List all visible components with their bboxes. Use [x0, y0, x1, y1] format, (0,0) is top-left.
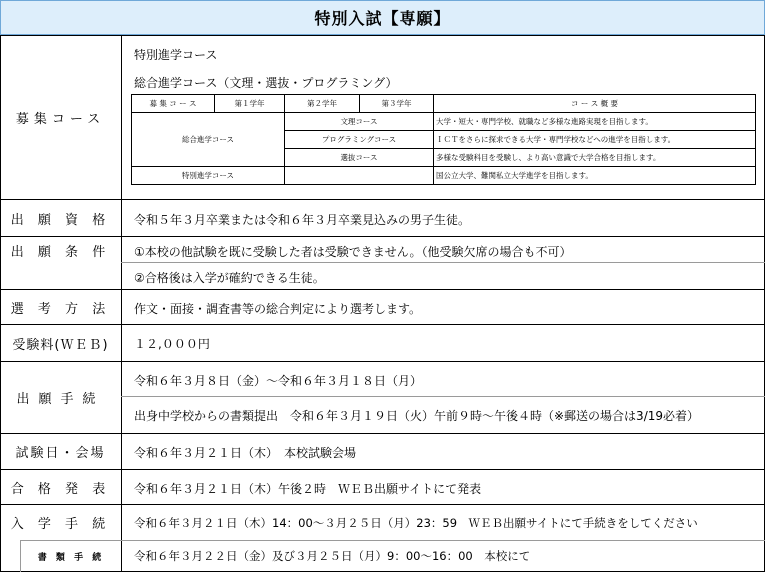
label-divider [121, 35, 122, 572]
value-fee: １２,０００円 [134, 337, 210, 351]
value-joken-1: ①本校の他試験を既に受験した者は受験できません。（他受験欠席の場合も不可） [134, 245, 572, 259]
course-name-cell: 特別進学コース [132, 167, 285, 185]
table-header-row [132, 95, 756, 113]
value-shorui: 令和６年３月２２日（金）及び３月２５日（月）9：00～16：00 本校にて [134, 549, 531, 563]
label-joken: 出 願 条 件 [10, 244, 111, 260]
sub-row-line [121, 396, 765, 397]
track-cell: プログラミングコース [285, 131, 434, 149]
label-shikaku: 出 願 資 格 [10, 212, 111, 228]
table-row [132, 113, 756, 131]
course-table [131, 94, 756, 185]
page-title: 特別入試【専願】 [0, 0, 765, 35]
value-tetsuzuki-2: 出身中学校からの書類提出 令和６年３月１９日（火）午前９時～午後４時（※郵送の場合は3/19必着） [134, 409, 700, 423]
desc-cell: 大学・短大・専門学校、就職など多様な進路実現を目指します。 [434, 113, 756, 131]
label-tetsuzuki: 出願手続 [16, 392, 105, 407]
sub-row-line [121, 262, 765, 263]
course-tokushin: 特別進学コース [134, 48, 218, 62]
label-shorui: 書 類 手 続 [37, 552, 105, 563]
value-senko: 作文・面接・調査書等の総合判定により選考します。 [134, 302, 422, 316]
track-cell [285, 167, 434, 185]
header-cell: 第１学年 [215, 95, 285, 113]
header-cell: 第２学年 [285, 95, 360, 113]
sub-row-line [20, 540, 765, 541]
value-happyo: 令和６年３月２１日（木）午後２時 ＷＥＢ出願サイトにて発表 [134, 482, 482, 496]
header-cell: 第３学年 [360, 95, 434, 113]
label-fee: 受験料(ＷＥＢ) [12, 337, 109, 353]
course-name-cell: 総合進学コース [132, 113, 285, 167]
label-boshu: 募集コース [15, 112, 106, 127]
track-cell: 文理コース [285, 113, 434, 131]
table-row [132, 167, 756, 185]
header-cell: 募 集 コ ー ス [132, 95, 215, 113]
desc-cell: 国公立大学、難関私立大学進学を目指します。 [434, 167, 756, 185]
value-shiken: 令和６年３月２１日（木） 本校試験会場 [134, 446, 357, 460]
value-shikaku: 令和５年３月卒業または令和６年３月卒業見込みの男子生徒。 [134, 213, 471, 227]
label-shiken: 試験日・会場 [15, 446, 106, 461]
label-happyo: 合 格 発 表 [10, 481, 111, 497]
value-nyugaku: 令和６年３月２１日（木）14：00～３月２５日（月）23：59 ＷＥＢ出願サイトにて手続きをしてください [134, 516, 698, 530]
label-senko: 選 考 方 法 [10, 301, 111, 317]
label-nyugaku: 入 学 手 続 [10, 517, 111, 532]
value-tetsuzuki-1: 令和６年３月８日（金）～令和６年３月１８日（月） [134, 374, 423, 388]
course-sogo: 総合進学コース（文理・選抜・プログラミング） [134, 76, 398, 90]
header-cell: コ ー ス 概 要 [434, 95, 756, 113]
value-joken-2: ②合格後は入学が確約できる生徒。 [134, 271, 325, 285]
track-cell: 選抜コース [285, 149, 434, 167]
desc-cell: ＩＣＴをさらに探求できる大学・専門学校などへの進学を目指します。 [434, 131, 756, 149]
desc-cell: 多様な受験科目を受験し、より高い意識で大学合格を目指します。 [434, 149, 756, 167]
